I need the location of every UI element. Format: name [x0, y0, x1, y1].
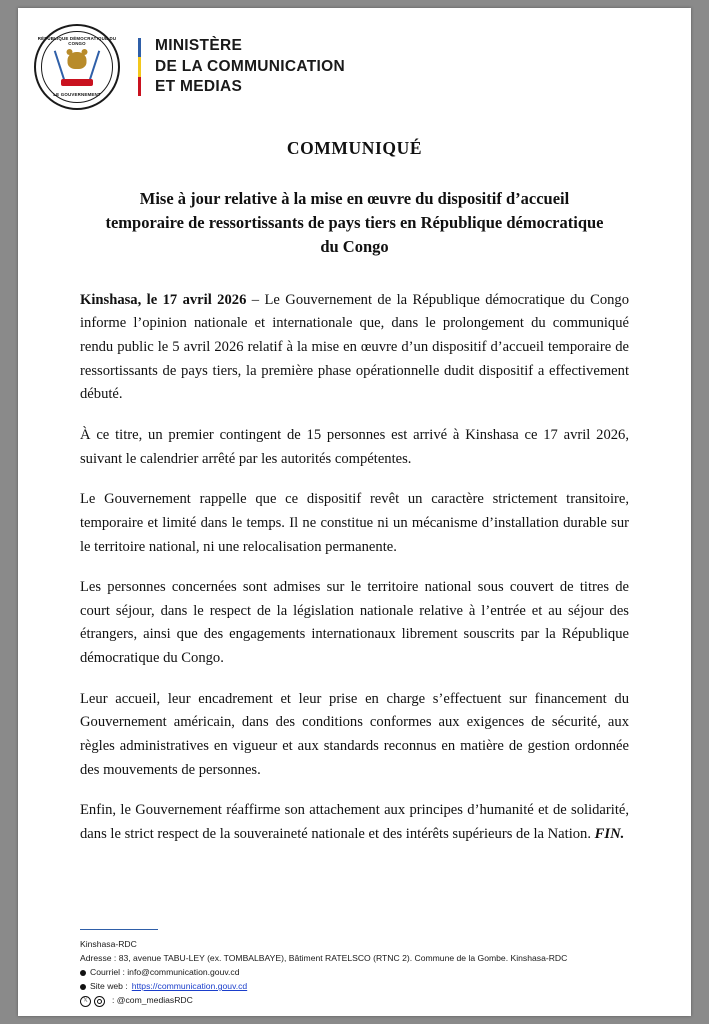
document-subtitle: Mise à jour relative à la mise en œuvre du dispositif d’accueil temporaire de ressortissants de pays tiers en République démocratique du Congo	[105, 189, 604, 256]
paragraph-2: À ce titre, un premier contingent de 15 personnes est arrivé à Kinshasa ce 17 avril 2026, suivant le calendrier arrêté par les autorités compétentes.	[80, 426, 629, 467]
flag-divider-middle	[138, 57, 141, 77]
paragraph-3: Le Gouvernement rappelle que ce dispositif revêt un caractère strictement transitoire, temporaire et limité dans le temps. Il ne constitue ni un mécanisme d’installation durable sur le territoire national, ni une relocalisation permanente.	[80, 491, 629, 555]
leopard-head-icon	[68, 52, 87, 69]
seal-emblem-icon	[57, 48, 97, 86]
footer-email-row	[80, 966, 651, 980]
bullet-icon	[80, 970, 86, 976]
document-footer	[80, 929, 651, 1008]
document-title: COMMUNIQUÉ	[286, 138, 423, 158]
x-twitter-icon[interactable]	[80, 996, 91, 1007]
footer-social-row	[80, 994, 651, 1008]
letterhead	[18, 8, 691, 104]
footer-social-handle: : @com_mediasRDC	[112, 995, 193, 1006]
paragraph-5: Leur accueil, leur encadrement et leur prise en charge s’effectuent sur financement du Gouvernement américain, dans des conditions conformes aux exigences de sécurité, aux règles administratives en vigueur et aux standards reconnus en matière de gestion ordonnée des mouvements de personnes.	[80, 690, 629, 778]
footer-website-link[interactable]: https://communication.gouv.cd	[131, 981, 248, 992]
footer-divider	[80, 929, 158, 930]
paragraph-6	[80, 799, 629, 846]
footer-email: Courriel : info@communication.gouv.cd	[90, 967, 240, 978]
footer-website-row	[80, 980, 651, 994]
paragraph-4: Les personnes concernées sont admises sur le territoire national sous couvert de titres de court séjour, dans le respect de la législation nationale relative à l’entrée et au séjour des étrangers, ainsi que des engagements internationaux librement souscrits par la République démocratique du Congo.	[80, 579, 629, 667]
end-marker: FIN.	[594, 825, 625, 842]
bullet-icon	[80, 984, 86, 990]
document-page	[18, 8, 691, 1016]
ribbon-icon	[61, 79, 93, 86]
footer-city: Kinshasa-RDC	[80, 939, 137, 950]
paragraph-6-text: Enfin, le Gouvernement réaffirme son attachement aux principes d’humanité et de solidarité, dans le strict respect de la souveraineté nationale et des intérêts supérieurs de la Nation.	[80, 802, 629, 842]
ministry-line-3: ET MEDIAS	[155, 78, 243, 96]
national-seal-icon	[34, 24, 120, 110]
social-icons-group	[80, 996, 105, 1007]
seal-bottom-text: LE GOUVERNEMENT	[53, 92, 101, 97]
paragraph-1-text: – Le Gouvernement de la République démocratique du Congo informe l’opinion nationale et internationale que, dans le prolongement du communiqué rendu public le 5 avril 2026 relatif à la mise en œuvre d’un dispositif d’accueil temporaire de ressortissants de pays tiers, la première phase opérationnelle dudit dispositif a effectivement débuté.	[80, 291, 630, 403]
flag-divider	[138, 38, 141, 96]
footer-address: Adresse : 83, avenue TABU-LEY (ex. TOMBALBAYE), Bâtiment RATELSCO (RTNC 2). Commune de la Gombe. Kinshasa-RDC	[80, 953, 568, 964]
paragraph-1	[80, 289, 629, 407]
dateline: Kinshasa, le 17 avril 2026	[80, 291, 247, 308]
ministry-line-1: MINISTÈRE	[155, 37, 243, 55]
document-body	[18, 104, 691, 847]
instagram-icon[interactable]	[94, 996, 105, 1007]
ministry-name	[155, 36, 345, 97]
ministry-line-2: DE LA COMMUNICATION	[155, 57, 345, 75]
footer-website-label: Site web :	[90, 981, 128, 992]
seal-top-text: RÉPUBLIQUE DÉMOCRATIQUE DU CONGO	[37, 36, 117, 46]
